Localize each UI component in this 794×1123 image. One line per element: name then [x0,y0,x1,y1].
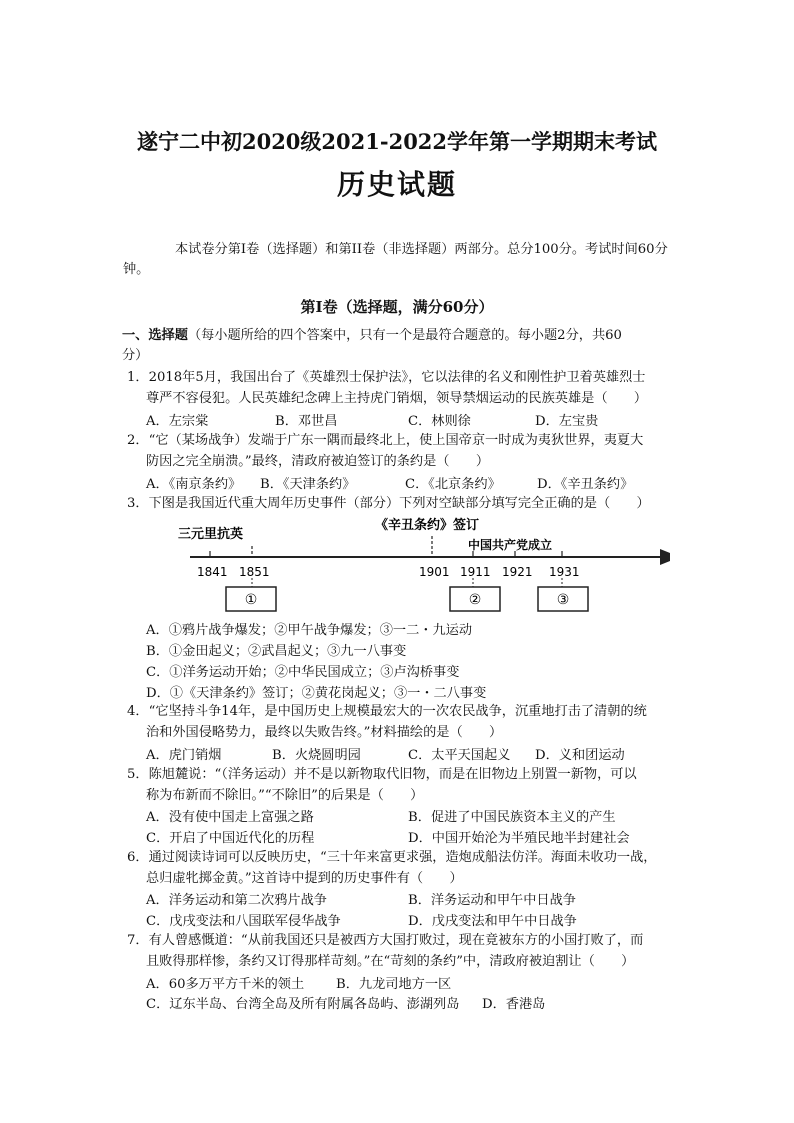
question-1-stem-line2: 尊严不容侵犯。人民英雄纪念碑上主持虎门销烟，领导禁烟运动的民族英雄是（ ） [146,391,648,406]
question-4-stem-line2: 治和外国侵略势力，最终以失败告终。”材料描绘的是（ ） [146,725,503,740]
q7-option-b: B．九龙司地方一区 [336,977,452,992]
q5-option-c: C．开启了中国近代化的历程 [146,831,315,846]
q1-option-b: B．邓世昌 [275,414,338,429]
question-4-stem-line1: 4．“它坚持斗争14年，是中国历史上规模最宏大的一次农民战争，沉重地打击了清朝的统 [127,704,647,719]
q1-option-d: D．左宝贵 [535,414,599,429]
blank-box-3-label: ③ [556,592,570,608]
q5-option-a: A．没有使中国走上富强之路 [146,810,314,825]
q7-option-c: C．辽东半岛、台湾全岛及所有附属各岛屿、澎湖列岛 [146,997,460,1012]
q2-option-d: D．《辛丑条约》 [537,477,634,492]
year-1841: 1841 [197,565,228,579]
q6-option-b: B．洋务运动和甲午中日战争 [408,893,576,908]
year-1921: 1921 [502,565,533,579]
timeline-diagram [170,514,670,616]
year-1851: 1851 [239,565,270,579]
label-cpc: 中国共产党成立 [468,538,553,552]
q6-option-c: C．戊戌变法和八国联军侵华战争 [146,914,341,929]
question-6-stem-line2: 总归虚牝掷金黄。”这首诗中提到的历史事件有（ ） [146,871,463,886]
q4-option-b: B．火烧圆明园 [272,748,361,763]
blank-box-2-label: ② [468,592,482,608]
subject-title: 历史试题 [336,168,457,201]
q2-option-b: B．《天津条约》 [260,477,356,492]
question-3-stem: 3．下图是我国近代重大周年历史事件（部分）下列对空缺部分填写完全正确的是（ ） [127,496,650,511]
q5-option-d: D．中国开始沦为半殖民地半封建社会 [408,831,630,846]
question-2-stem-line1: 2．“它（某场战争）发端于广东一隅而最终北上，使上国帝京一时成为夷狄世界，夷夏大 [127,433,644,448]
year-1931: 1931 [549,565,580,579]
section-title: 第Ⅰ卷（选择题，满分60分） [300,298,494,316]
part-label: 一、选择题 [122,328,188,343]
question-6-stem-line1: 6．通过阅读诗词可以反映历史，“三十年来富更求强，造炮成船法仿洋。海面未收功一战， [127,850,657,865]
question-5-stem-line1: 5．陈旭麓说：“（洋务运动）并不是以新物取代旧物，而是在旧物边上别置一新物，可以 [127,767,637,782]
exam-instructions: 本试卷分第Ⅰ卷（选择题）和第II卷（非选择题）两部分。总分100分。考试时间60分钟。 [123,242,668,277]
q3-option-d: D．①《天津条约》签订；②黄花岗起义；③一・二八事变 [146,686,487,701]
question-1-stem-line1: 1．2018年5月，我国出台了《英雄烈士保护法》，它以法律的名义和刚性护卫着英雄烈士 [127,370,646,385]
q6-option-d: D．戊戌变法和甲午中日战争 [408,914,577,929]
year-1901: 1901 [419,565,450,579]
q4-option-a: A．虎门销烟 [146,748,222,763]
q1-option-c: C．林则徐 [408,414,471,429]
q3-option-c: C．①洋务运动开始；②中华民国成立；③卢沟桥事变 [146,665,460,680]
q3-option-b: B．①金田起义；②武昌起义；③九一八事变 [146,644,407,659]
question-7-stem-line1: 7．有人曾感慨道：“从前我国还只是被西方大国打败过，现在竟被东方的小国打败了，而 [127,933,644,948]
part-heading [122,326,622,346]
part-description: （每小题所给的四个答案中，只有一个是最符合题意的。每小题2分，共60 [187,328,622,343]
q4-option-d: D．义和团运动 [535,748,625,763]
exam-title: 遂宁二中初2020级2021-2022学年第一学期期末考试 [136,129,658,154]
q3-option-a: A．①鸦片战争爆发；②甲午战争爆发；③一二・九运动 [146,623,473,638]
q7-option-a: A．60多万平方千米的领土 [146,977,305,992]
year-1911: 1911 [460,565,491,579]
label-xinchou: 《辛丑条约》签订 [375,518,480,533]
q1-option-a: A．左宗棠 [146,414,209,429]
q7-option-d: D．香港岛 [482,997,546,1012]
blank-box-1-label: ① [244,592,258,608]
part-description-cont: 分） [122,348,149,363]
question-5-stem-line2: 称为布新而不除旧。”“不除旧”的后果是（ ） [146,788,424,803]
q5-option-b: B．促进了中国民族资本主义的产生 [408,810,616,825]
question-7-stem-line2: 且败得那样惨，条约又订得那样苛刻。”在“苛刻的条约”中，清政府被迫割让（ ） [146,954,635,969]
q2-option-c: C．《北京条约》 [405,477,501,492]
q6-option-a: A．洋务运动和第二次鸦片战争 [146,893,327,908]
label-sanyuanli: 三元里抗英 [178,527,244,542]
q2-option-a: A．《南京条约》 [146,477,242,492]
question-2-stem-line2: 防因之完全崩溃。”最终，清政府被迫签订的条约是（ ） [146,454,490,469]
q4-option-c: C．太平天国起义 [408,748,511,763]
